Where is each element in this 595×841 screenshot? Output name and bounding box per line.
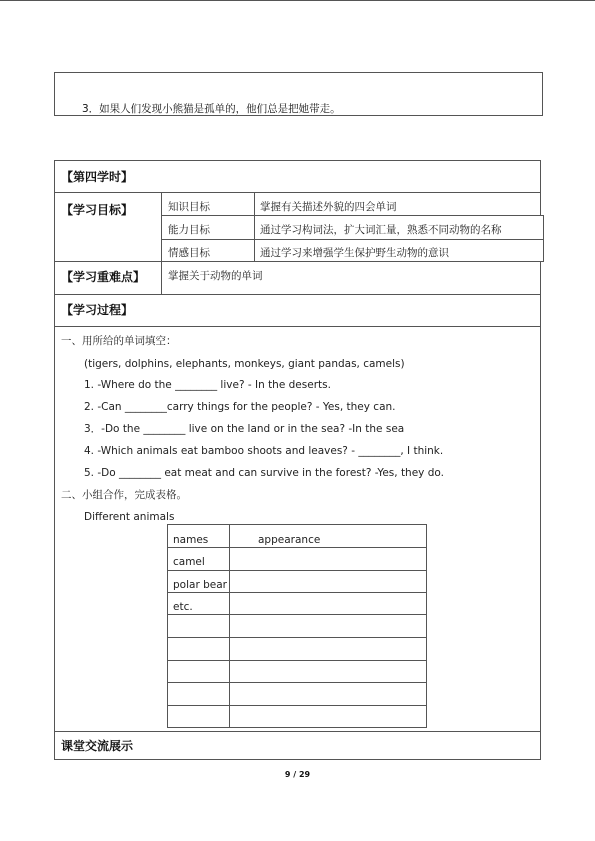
question-1: 1. -Where do the ________ live? - In the deserts. <box>84 379 331 391</box>
table-header-names: names <box>173 534 209 546</box>
row-divider <box>55 731 540 732</box>
table-caption: Different animals <box>84 511 175 523</box>
objective-type: 能力目标 <box>168 224 210 236</box>
process-label: 【学习过程】 <box>61 303 134 317</box>
table-row-divider <box>168 614 426 615</box>
question-4: 4. -Which animals eat bamboo shoots and leaves? - ________, I think. <box>84 445 444 457</box>
column-divider <box>161 261 162 294</box>
table-row-divider <box>168 660 426 661</box>
previous-section-box <box>54 72 543 116</box>
row-divider <box>55 326 540 327</box>
table-row-divider <box>168 705 426 706</box>
table-cell-name: camel <box>173 556 205 568</box>
objective-divider <box>162 215 540 216</box>
objective-text: 通过学习来增强学生保护野生动物的意识 <box>260 247 449 259</box>
page-top-rule <box>0 0 595 1</box>
objective-divider <box>162 239 540 240</box>
question-2: 2. -Can ________carry things for the people? - Yes, they can. <box>84 401 396 413</box>
question-3: 3．-Do the ________ live on the land or in the sea? -In the sea <box>84 423 405 435</box>
section1-title: 一、用所给的单词填空： <box>61 335 177 347</box>
animals-table <box>167 524 427 728</box>
objective-text: 通过学习构词法，扩大词汇量，熟悉不同动物的名称 <box>260 224 502 236</box>
lesson-table <box>54 160 541 760</box>
word-bank: (tigers, dolphins, elephants, monkeys, giant pandas, camels) <box>84 358 405 370</box>
table-row-divider <box>168 570 426 571</box>
table-row-divider <box>168 682 426 683</box>
row-divider <box>55 294 540 295</box>
table-cell-name: etc. <box>173 601 193 613</box>
table-header-appearance: appearance <box>258 534 321 546</box>
table-row-divider <box>168 637 426 638</box>
column-divider <box>161 192 162 261</box>
classroom-show-label: 课堂交流展示 <box>61 739 134 753</box>
objectives-label: 【学习目标】 <box>61 203 134 217</box>
objective-text: 掌握有关描述外貌的四会单词 <box>260 201 397 213</box>
table-row-divider <box>168 547 426 548</box>
page-number: 9 / 29 <box>284 770 311 779</box>
key-points-text: 掌握关于动物的单词 <box>168 270 263 282</box>
key-points-label: 【学习重难点】 <box>61 270 146 284</box>
row-divider <box>55 192 540 193</box>
translation-sentence: 3．如果人们发现小熊猫是孤单的，他们总是把她带走。 <box>82 103 341 115</box>
table-row-divider <box>168 592 426 593</box>
period-title: 【第四学时】 <box>61 170 134 184</box>
section2-title: 二、小组合作，完成表格。 <box>61 489 187 501</box>
table-column-divider <box>229 525 230 727</box>
question-5: 5. -Do ________ eat meat and can survive in the forest? -Yes, they do. <box>84 467 444 479</box>
objective-type: 情感目标 <box>168 247 210 259</box>
table-cell-name: polar bear <box>173 579 227 591</box>
objective-type: 知识目标 <box>168 201 210 213</box>
